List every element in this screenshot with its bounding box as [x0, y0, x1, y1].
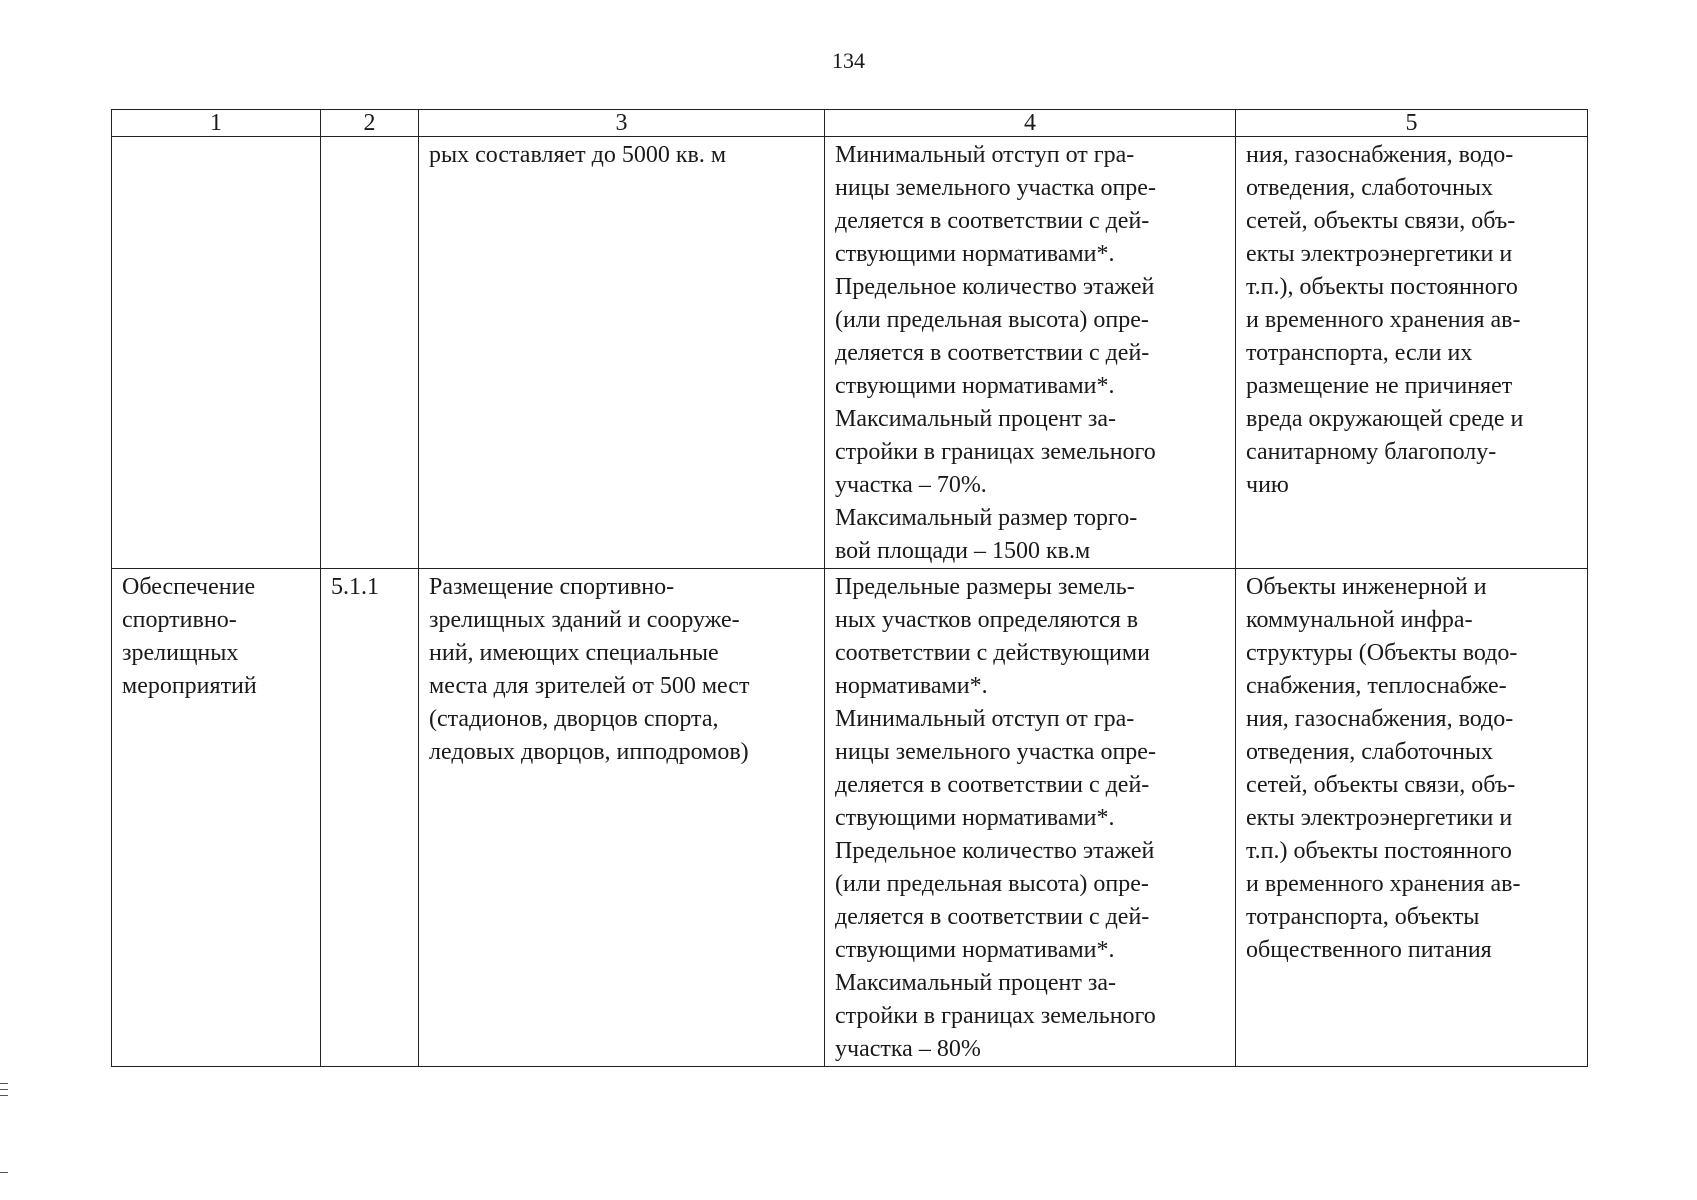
cell-text-line: ствующими нормативами*.: [835, 805, 1115, 831]
cell-text-line: деляется в соответствии с дей-: [835, 772, 1150, 798]
cell-text-line: Обеспечение: [122, 574, 256, 600]
cell-text-line: Максимальный процент за-: [835, 406, 1116, 432]
cell-text-line: структуры (Объекты водо-: [1246, 640, 1518, 666]
cell-text-line: санитарному благополу-: [1246, 439, 1497, 465]
cell-use-name: [112, 569, 321, 1067]
cell-text-line: стройки в границах земельного: [835, 439, 1156, 465]
cell-text-line: Предельные размеры земель-: [835, 574, 1135, 600]
cell-text-line: ствующими нормативами*.: [835, 241, 1115, 267]
cell-text-line: общественного питания: [1246, 937, 1492, 963]
cell-text-line: екты электроэнергетики и: [1246, 241, 1513, 267]
cell-text-line: нормативами*.: [835, 673, 988, 699]
cell-text-line: деляется в соответствии с дей-: [835, 208, 1150, 234]
margin-mark: [0, 1083, 8, 1084]
column-header-2: 2: [321, 110, 419, 137]
cell-code: [321, 569, 419, 1067]
column-header-5: 5: [1236, 110, 1588, 137]
cell-text-line: Максимальный размер торго-: [835, 505, 1138, 531]
cell-text-line: коммунальной инфра-: [1246, 607, 1473, 633]
margin-mark: [0, 1089, 8, 1090]
cell-text-line: размещение не причиняет: [1246, 373, 1513, 399]
cell-text-line: соответствии с действующими: [835, 640, 1150, 666]
cell-text-line: Максимальный процент за-: [835, 970, 1116, 996]
cell-text-line: ных участков определяются в: [835, 607, 1139, 633]
cell-parameters: [825, 569, 1236, 1067]
cell-code: [321, 137, 419, 569]
cell-text-line: снабжения, теплоснабже-: [1246, 673, 1507, 699]
cell-description: [419, 137, 825, 569]
cell-description: [419, 569, 825, 1067]
cell-text-line: ния, газоснабжения, водо-: [1246, 142, 1514, 168]
cell-text-line: зрелищных зданий и сооруже-: [429, 607, 740, 633]
cell-text-line: чию: [1246, 472, 1289, 498]
cell-text-line: тотранспорта, если их: [1246, 340, 1473, 366]
cell-text-line: т.п.) объекты постоянного: [1246, 838, 1512, 864]
cell-auxiliary-uses: [1236, 569, 1588, 1067]
cell-text-line: ницы земельного участка опре-: [835, 739, 1156, 765]
cell-text-line: вреда окружающей среде и: [1246, 406, 1524, 432]
cell-text-line: Минимальный отступ от гра-: [835, 706, 1135, 732]
page-number: 134: [832, 48, 865, 73]
cell-text-line: сетей, объекты связи, объ-: [1246, 208, 1516, 234]
cell-text-line: Размещение спортивно-: [429, 574, 675, 600]
cell-text-line: деляется в соответствии с дей-: [835, 340, 1150, 366]
column-header-3: 3: [419, 110, 825, 137]
cell-text-line: спортивно-: [122, 607, 237, 633]
cell-text-line: екты электроэнергетики и: [1246, 805, 1513, 831]
cell-text-line: отведения, слаботочных: [1246, 175, 1494, 201]
cell-text-line: места для зрителей от 500 мест: [429, 673, 750, 699]
cell-text-line: Предельное количество этажей: [835, 274, 1155, 300]
cell-text-line: ний, имеющих специальные: [429, 640, 719, 666]
cell-text-line: тотранспорта, объекты: [1246, 904, 1480, 930]
table-row: [112, 137, 1588, 569]
regulations-table: [111, 109, 1588, 1067]
cell-text-line: т.п.), объекты постоянного: [1246, 274, 1518, 300]
cell-auxiliary-uses: [1236, 137, 1588, 569]
cell-text-line: зрелищных: [122, 640, 239, 666]
table-header-row: [112, 110, 1588, 137]
cell-text-line: мероприятий: [122, 673, 257, 699]
cell-text-line: рых составляет до 5000 кв. м: [429, 142, 727, 168]
cell-text-line: сетей, объекты связи, объ-: [1246, 772, 1516, 798]
cell-text-line: 5.1.1: [331, 574, 379, 600]
cell-text-line: (стадионов, дворцов спорта,: [429, 706, 719, 732]
table-row: [112, 569, 1588, 1067]
cell-use-name: [112, 137, 321, 569]
cell-text-line: вой площади – 1500 кв.м: [835, 538, 1091, 564]
cell-text-line: ствующими нормативами*.: [835, 937, 1115, 963]
cell-text-line: участка – 80%: [835, 1036, 981, 1062]
cell-text-line: ствующими нормативами*.: [835, 373, 1115, 399]
cell-text-line: стройки в границах земельного: [835, 1003, 1156, 1029]
margin-mark: [0, 1172, 8, 1173]
cell-text-line: Объекты инженерной и: [1246, 574, 1487, 600]
cell-text-line: Предельное количество этажей: [835, 838, 1155, 864]
cell-parameters: [825, 137, 1236, 569]
column-header-4: 4: [825, 110, 1236, 137]
cell-text-line: и временного хранения ав-: [1246, 871, 1521, 897]
cell-text-line: (или предельная высота) опре-: [835, 307, 1149, 333]
cell-text-line: Минимальный отступ от гра-: [835, 142, 1135, 168]
cell-text-line: отведения, слаботочных: [1246, 739, 1494, 765]
cell-text-line: ния, газоснабжения, водо-: [1246, 706, 1514, 732]
cell-text-line: ницы земельного участка опре-: [835, 175, 1156, 201]
cell-text-line: (или предельная высота) опре-: [835, 871, 1149, 897]
column-header-1: 1: [112, 110, 321, 137]
cell-text-line: деляется в соответствии с дей-: [835, 904, 1150, 930]
margin-mark: [0, 1095, 8, 1096]
cell-text-line: ледовых дворцов, ипподромов): [429, 739, 749, 765]
cell-text-line: участка – 70%.: [835, 472, 987, 498]
cell-text-line: и временного хранения ав-: [1246, 307, 1521, 333]
